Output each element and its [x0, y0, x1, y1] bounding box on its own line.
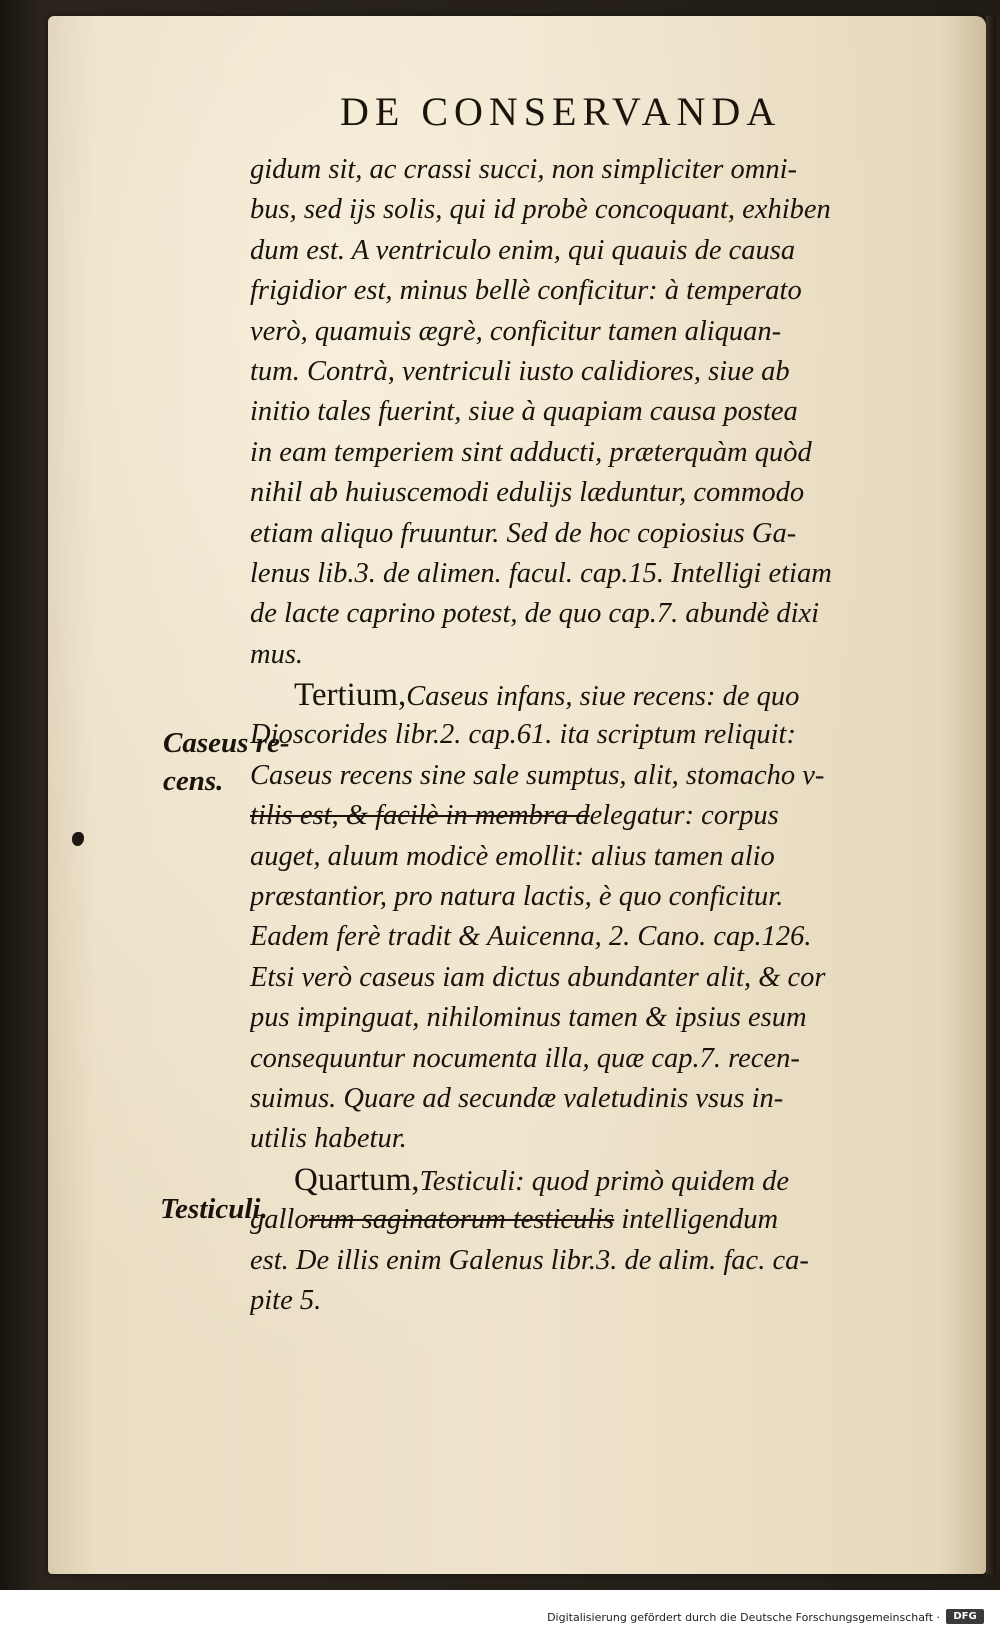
text-line	[250, 796, 940, 836]
text-line	[250, 675, 940, 715]
line-text: Caseus infans, siue recens: de quo	[406, 681, 800, 713]
line-text: de lacte caprino potest, de quo cap.7. abundè dixi	[250, 598, 820, 630]
line-text: præstantior, pro natura lactis, è quo conficitur.	[250, 881, 784, 913]
line-text: elegatur: corpus	[589, 800, 779, 832]
line-text: gallo	[250, 1204, 309, 1236]
footer-credit: Digitalisierung gefördert durch die Deutsche Forschungsgemeinschaft ·	[547, 1611, 940, 1624]
line-text: Dioscorides libr.2. cap.61. ita scriptum reliquit:	[250, 719, 796, 751]
margin-note-testiculi	[160, 1190, 268, 1228]
text-line	[250, 433, 940, 473]
line-text: dum est. A ventriculo enim, qui quauis de causa	[250, 234, 796, 266]
text-line	[250, 917, 940, 957]
text-line	[250, 715, 940, 755]
running-title: DE CONSERVANDA	[340, 89, 782, 134]
line-text: initio tales fuerint, siue à quapiam causa postea	[250, 396, 798, 428]
line-text-after: intelligendum	[614, 1204, 779, 1236]
dfg-logo: DFG	[946, 1609, 984, 1624]
line-text: Testiculi: quod primò quidem de	[419, 1165, 789, 1197]
text-line	[250, 150, 940, 190]
text-line	[250, 554, 940, 594]
text-line	[250, 635, 940, 675]
text-line	[250, 594, 940, 634]
text-line	[250, 1200, 940, 1240]
line-text: consequuntur nocumenta illa, quæ cap.7. recen-	[250, 1042, 800, 1074]
text-line	[250, 392, 940, 432]
line-text: nihil ab huiuscemodi edulijs læduntur, commodo	[250, 477, 805, 509]
margin-note-testiculi-line1: Testiculi.	[160, 1193, 268, 1225]
text-line	[250, 473, 940, 513]
text-line	[250, 514, 940, 554]
line-text: etiam aliquo fruuntur. Sed de hoc copiosius Ga-	[250, 517, 797, 549]
text-line	[250, 998, 940, 1038]
line-text: mus.	[250, 638, 304, 670]
body-text	[250, 150, 940, 1321]
line-text: utilis habetur.	[250, 1123, 407, 1155]
text-line	[250, 1079, 940, 1119]
struck-text: rum saginatorum testiculis	[308, 1204, 615, 1236]
text-line	[250, 271, 940, 311]
text-line	[250, 1160, 940, 1200]
text-line	[250, 1241, 940, 1281]
text-line	[250, 231, 940, 271]
text-line	[250, 1281, 940, 1321]
line-lead-word: Tertium,	[294, 677, 407, 714]
margin-note-caseus-line2: cens.	[163, 765, 224, 797]
line-text: suimus. Quare ad secundæ valetudinis vsus in-	[250, 1082, 784, 1114]
line-text: est. De illis enim Galenus libr.3. de alim. fac. ca-	[250, 1244, 809, 1276]
text-line	[250, 837, 940, 877]
text-line	[250, 1039, 940, 1079]
line-lead-word: Quartum,	[294, 1161, 420, 1198]
text-line	[250, 958, 940, 998]
text-line	[250, 756, 940, 796]
text-line	[250, 190, 940, 230]
line-text: Caseus recens sine sale sumptus, alit, stomacho v-	[250, 759, 825, 791]
text-line	[250, 312, 940, 352]
line-text: pus impinguat, nihilominus tamen & ipsius esum	[250, 1002, 807, 1034]
line-text: Etsi verò caseus iam dictus abundanter alit, & cor	[250, 961, 826, 993]
margin-note-caseus	[163, 724, 289, 800]
text-line	[250, 877, 940, 917]
line-text: Eadem ferè tradit & Auicenna, 2. Cano. cap.126.	[250, 921, 812, 953]
margin-note-caseus-line1: Caseus re-	[163, 727, 290, 759]
line-text: auget, aluum modicè emollit: alius tamen alio	[250, 840, 775, 872]
text-line	[250, 352, 940, 392]
line-text: pite 5.	[250, 1284, 322, 1316]
line-text: gidum sit, ac crassi succi, non simpliciter omni-	[250, 154, 797, 185]
text-line	[250, 1119, 940, 1159]
struck-text: tilis est, & facilè in membra d	[250, 800, 590, 832]
line-text: in eam temperiem sint adducti, præterquàm quòd	[250, 436, 812, 468]
line-text: tum. Contrà, ventriculi iusto calidiores, siue ab	[250, 355, 790, 387]
line-text: bus, sed ijs solis, qui id probè concoquant, exhiben	[250, 194, 831, 226]
line-text: lenus lib.3. de alimen. facul. cap.15. Intelligi etiam	[250, 557, 832, 589]
line-text: verò, quamuis ægrè, conficitur tamen aliquan-	[250, 315, 782, 347]
line-text: frigidior est, minus bellè conficitur: à temperato	[250, 275, 802, 307]
page-edge	[986, 16, 996, 1574]
